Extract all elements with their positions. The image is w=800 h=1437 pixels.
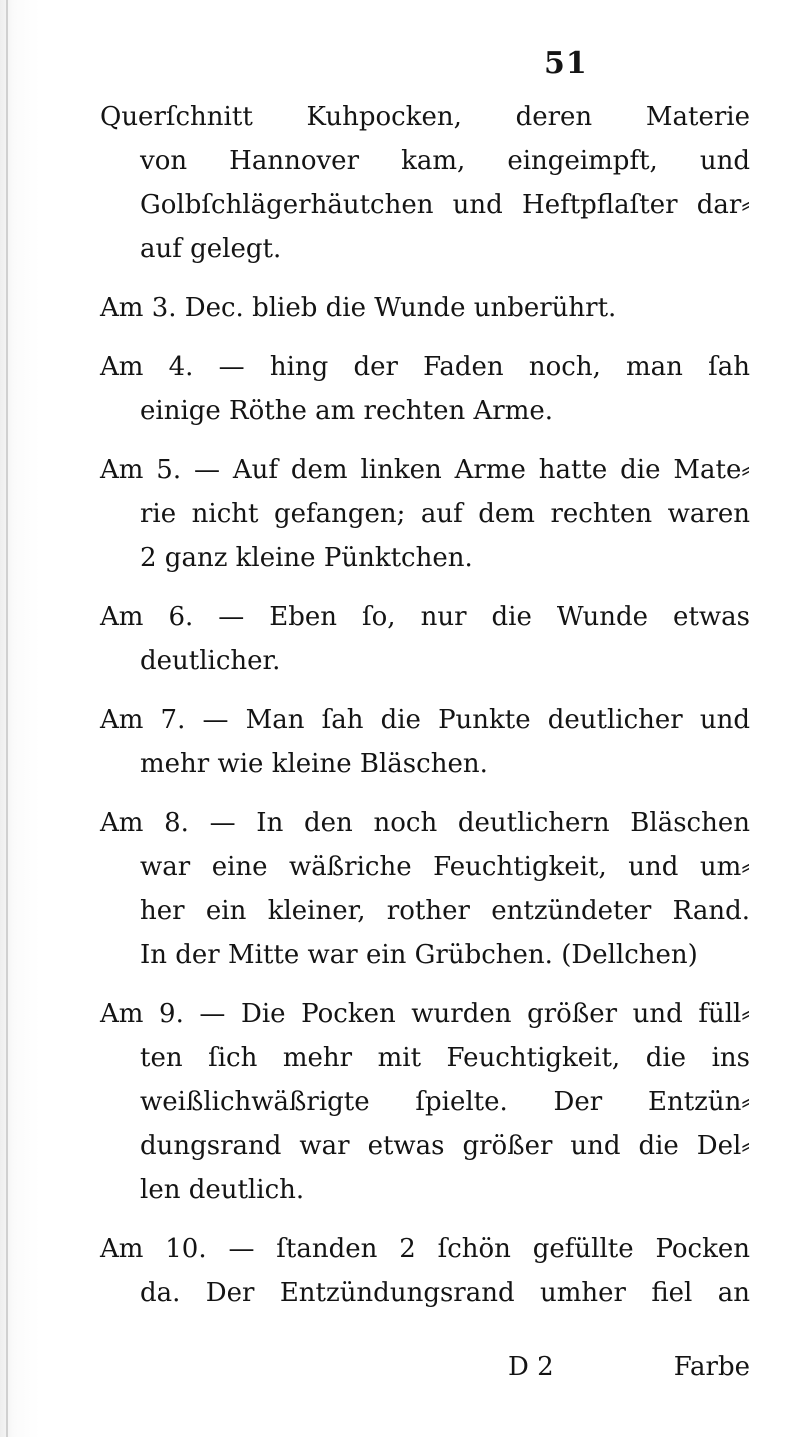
text-line: Am 6. — Eben ſo, nur die Wunde etwas <box>100 602 750 632</box>
text-line: weißlichwäßrigte ſpielte. Der Entzün⸗ <box>140 1087 750 1117</box>
entry-dec-8 <box>100 801 750 977</box>
text-line: Golbſchlägerhäutchen und Heftpflaſter dar⸗ <box>140 190 750 220</box>
entry-dec-9 <box>100 992 750 1212</box>
text-line: Am 7. — Man ſah die Punkte deutlicher und <box>100 705 750 735</box>
text-line: Am 8. — In den noch deutlichern Bläschen <box>100 808 750 838</box>
text-line: auf gelegt. <box>140 234 282 264</box>
text-line: 2 ganz kleine Pünktchen. <box>140 543 473 573</box>
entry-dec-3 <box>100 286 750 330</box>
entry-dec-10 <box>100 1227 750 1315</box>
text-line: von Hannover kam, eingeimpft, und <box>140 146 750 176</box>
page-number: 51 <box>544 46 588 81</box>
text-line: war eine wäßriche Feuchtigkeit, und um⸗ <box>140 852 750 882</box>
text-line: mehr wie kleine Bläschen. <box>140 749 488 779</box>
text-line: deutlicher. <box>140 646 281 676</box>
entry-dec-5 <box>100 448 750 580</box>
entry-dec-4 <box>100 345 750 433</box>
text-line: Am 3. Dec. blieb die Wunde unberührt. <box>100 293 617 323</box>
text-line: dungsrand war etwas größer und die Del⸗ <box>140 1131 750 1161</box>
text-line: Querſchnitt Kuhpocken, deren Materie <box>100 102 750 132</box>
entry-dec-6 <box>100 595 750 683</box>
catchword: Farbe <box>673 1352 750 1382</box>
text-line: ten ſich mehr mit Feuchtigkeit, die ins <box>140 1043 750 1073</box>
signature-mark: D 2 <box>508 1352 554 1382</box>
text-line: her ein kleiner, rother entzündeter Rand. <box>140 896 750 926</box>
text-line: einige Röthe am rechten Arme. <box>140 396 554 426</box>
text-line: Am 9. — Die Pocken wurden größer und füll⸗ <box>100 999 750 1029</box>
text-line: In der Mitte war ein Grübchen. (Dellchen) <box>140 940 698 970</box>
text-line: Am 10. — ſtanden 2 ſchön gefüllte Pocken <box>100 1234 750 1264</box>
text-line: da. Der Entzündungsrand umher fiel an <box>140 1278 750 1308</box>
text-line: Am 4. — hing der Faden noch, man ſah <box>100 352 750 382</box>
page-binding-edge <box>6 0 8 1437</box>
entry-intro <box>100 95 750 271</box>
entry-dec-7 <box>100 698 750 786</box>
text-line: Am 5. — Auf dem linken Arme hatte die Mate⸗ <box>100 455 750 485</box>
text-line: len deutlich. <box>140 1175 305 1205</box>
body-text <box>100 95 750 1315</box>
text-line: rie nicht gefangen; auf dem rechten waren <box>140 499 750 529</box>
